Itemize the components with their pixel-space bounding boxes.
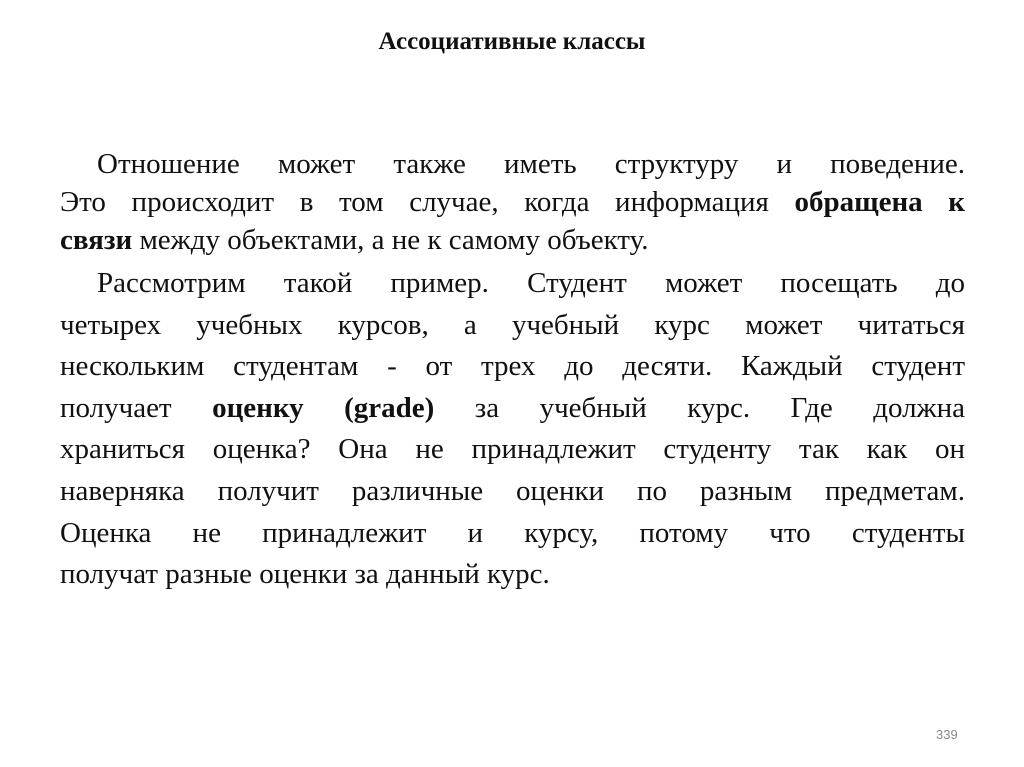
text-segment: Рассмотрим такой пример. Студент может посещать до [97,267,965,299]
text-line [60,554,965,596]
slide-body [60,145,965,596]
bold-text: связи [60,224,133,256]
text-segment: четырех учебных курсов, а учебный курс может читаться [60,308,965,341]
text-segment: храниться оценка? Она не принадлежит студенту так как он [60,433,965,466]
text-segment: Оценка не принадлежит и курсу, потому что студенты [60,516,965,549]
text-segment: наверняка получит различные оценки по разным предметам. [60,474,965,507]
text-line [60,263,965,305]
text-line [60,183,965,221]
text-line [60,471,965,513]
paragraph [60,145,965,259]
text-segment: нескольким студентам - от трех до десяти. Каждый студент [60,350,965,383]
bold-text: оценку (grade) [212,391,435,424]
text-segment: Это происходит в том случае, когда информация [60,186,795,218]
text-line [60,388,965,430]
text-segment: между объектами, а не к самому объекту. [132,224,649,256]
page-number: 339 [936,727,958,742]
text-segment: получает [60,391,213,424]
text-line [60,513,965,555]
text-line [60,429,965,471]
text-segment: получат разные оценки за данный курс. [60,558,550,591]
paragraph [60,263,965,596]
bold-text: обращена к [794,186,966,218]
text-line [60,346,965,388]
text-line [60,305,965,347]
slide-title: Ассоциативные классы [378,28,646,55]
text-segment: за учебный курс. Где должна [434,391,965,424]
text-line [60,221,965,259]
text-line [60,145,965,183]
text-segment: Отношение может также иметь структуру и поведение. [97,148,965,180]
